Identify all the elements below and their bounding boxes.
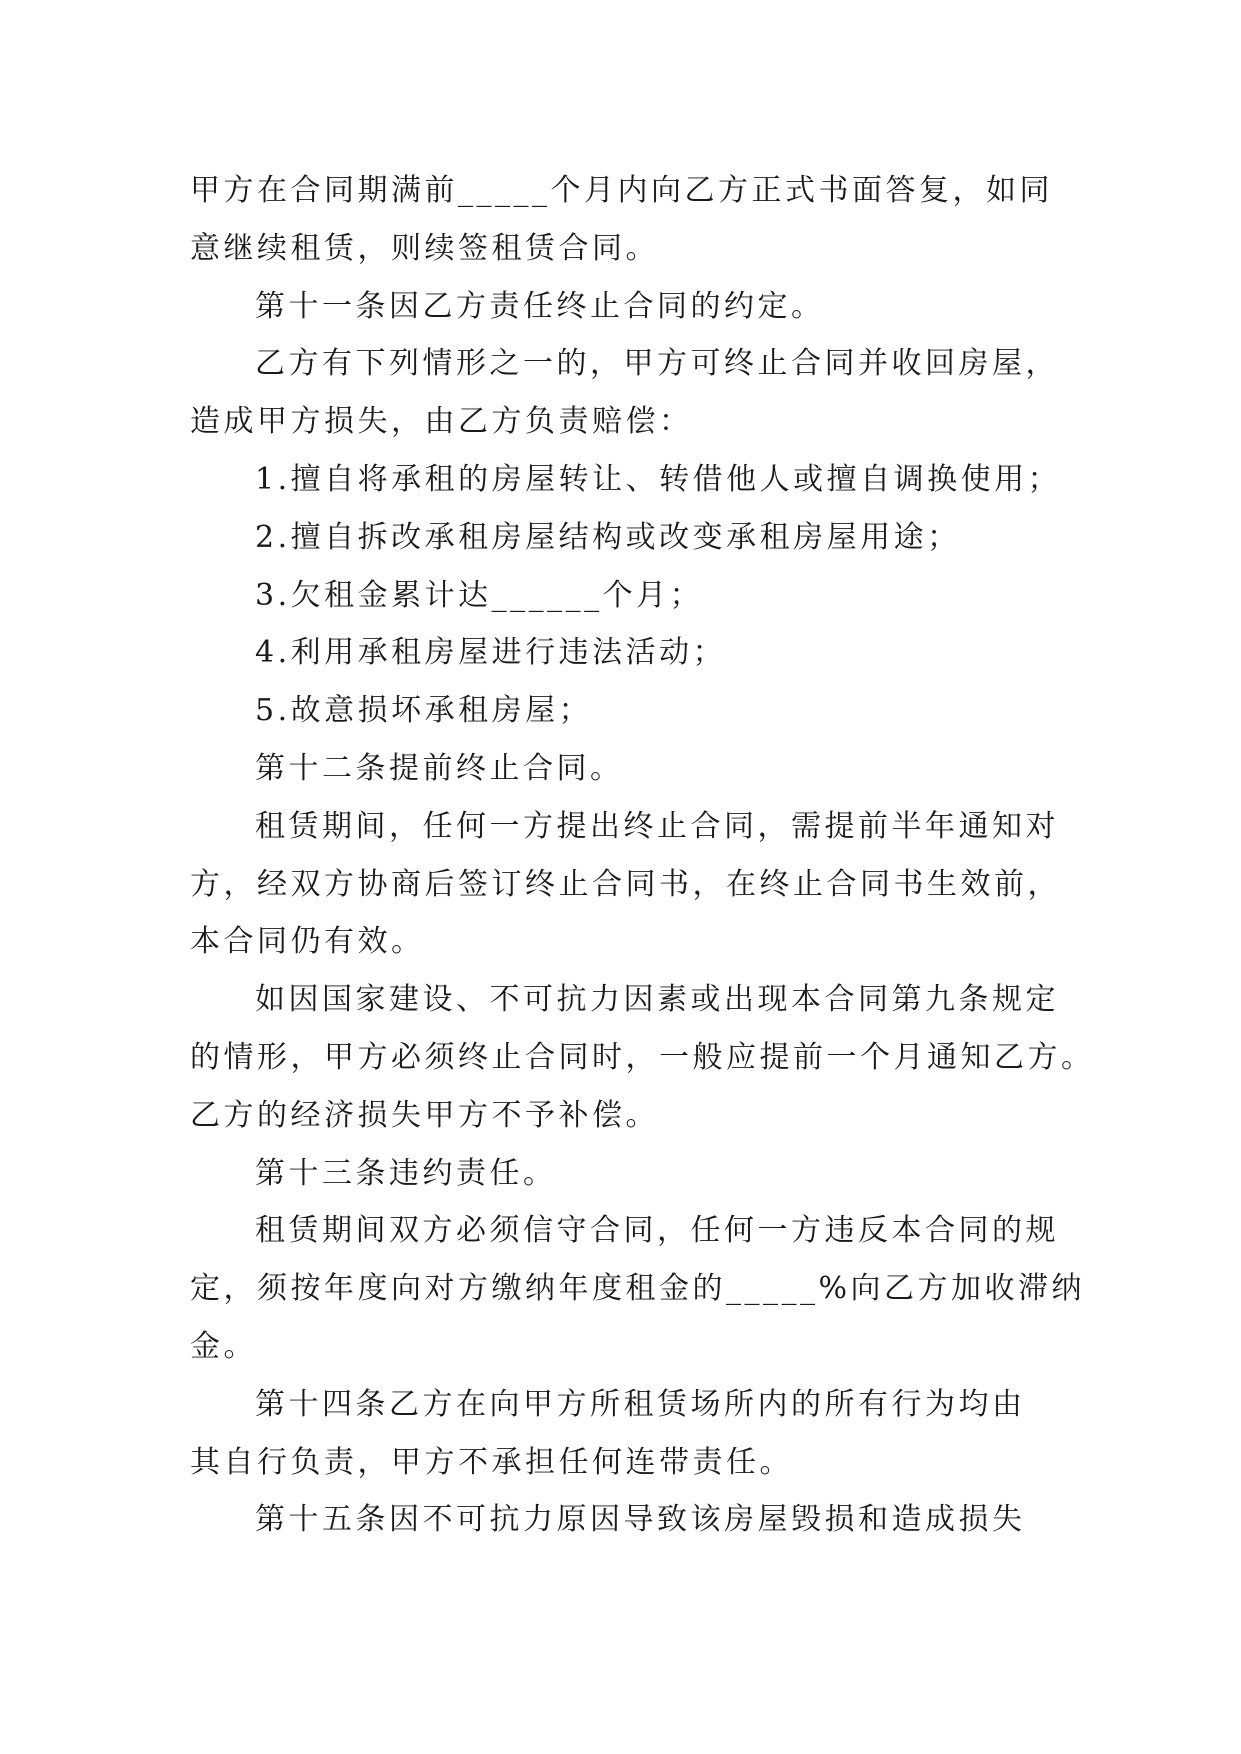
- text-line: 金。: [190, 1328, 257, 1364]
- text-line: 方，经双方协商后签订终止合同书，在终止合同书生效前，: [190, 866, 1061, 902]
- contract-body-text: [190, 162, 1095, 1549]
- list-item: 3.欠租金累计达______个月；: [255, 577, 704, 613]
- text-line: 乙方的经济损失甲方不予补偿。: [190, 1097, 659, 1133]
- text-line: 甲方在合同期满前_____个月内向乙方正式书面答复，如同: [190, 173, 1053, 208]
- article-heading: 第十三条违约责任。: [255, 1155, 557, 1191]
- text-line: 的情形，甲方必须终止合同时，一般应提前一个月通知乙方。: [190, 1039, 1095, 1075]
- article-heading: 第十五条因不可抗力原因导致该房屋毁损和造成损失: [255, 1502, 1026, 1538]
- list-item: 4.利用承租房屋进行违法活动；: [255, 635, 727, 671]
- list-item: 5.故意损坏承租房屋；: [255, 693, 593, 729]
- text-line: 租赁期间双方必须信守合同，任何一方违反本合同的规: [255, 1213, 1059, 1249]
- text-line: 如因国家建设、不可抗力因素或出现本合同第九条规定: [255, 982, 1059, 1018]
- text-line: 本合同仍有效。: [190, 924, 425, 960]
- text-line: 乙方有下列情形之一的，甲方可终止合同并收回房屋，: [255, 346, 1059, 382]
- text-line: 其自行负责，甲方不承担任何连带责任。: [190, 1444, 793, 1480]
- article-heading: 第十四条乙方在向甲方所租赁场所内的所有行为均由: [255, 1386, 1026, 1422]
- article-heading: 第十二条提前终止合同。: [255, 750, 624, 786]
- text-line: 租赁期间，任何一方提出终止合同，需提前半年通知对: [255, 808, 1059, 844]
- article-heading: 第十一条因乙方责任终止合同的约定。: [255, 288, 825, 324]
- text-line: 意继续租赁，则续签租赁合同。: [190, 230, 659, 266]
- list-item: 1.擅自将承租的房屋转让、转借他人或擅自调换使用；: [255, 461, 1062, 497]
- text-line: 造成甲方损失，由乙方负责赔偿：: [190, 404, 693, 440]
- text-line: 定，须按年度向对方缴纳年度租金的_____%向乙方加收滞纳: [190, 1271, 1086, 1307]
- list-item: 2.擅自拆改承租房屋结构或改变承租房屋用途；: [255, 519, 961, 555]
